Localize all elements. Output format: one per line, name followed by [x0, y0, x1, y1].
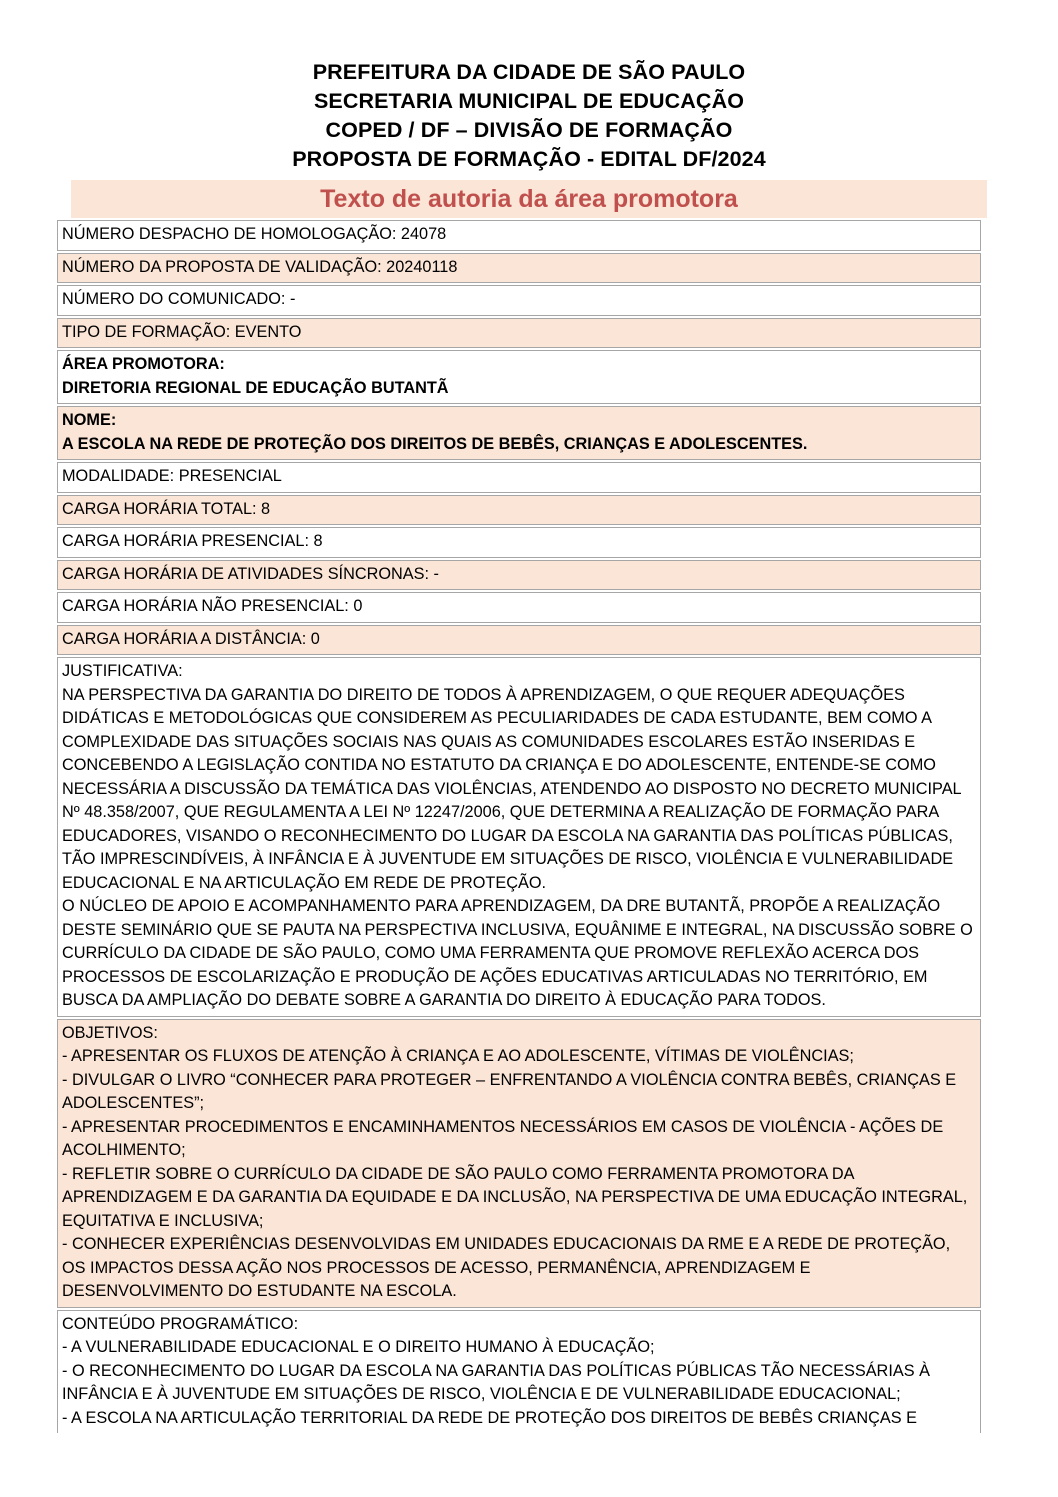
table-row [57, 220, 981, 251]
header-line-3: COPED / DF – DIVISÃO DE FORMAÇÃO [325, 118, 733, 142]
field-justificativa [57, 657, 981, 1017]
header-line-1: PREFEITURA DA CIDADE DE SÃO PAULO [312, 60, 746, 84]
field-carga-horaria-sincronas: CARGA HORÁRIA DE ATIVIDADES SÍNCRONAS: - [57, 560, 981, 591]
justificativa-paragraph: O NÚCLEO DE APOIO E ACOMPANHAMENTO PARA APRENDIZAGEM, DA DRE BUTANTÃ, PROPÕE A REALIZAÇÃO DESTE SEMINÁRIO QUE SE PAUTA NA PERSPECTIVA INCLUSIVA, EQUÂNIME E INTEGRAL, NA DISCUSSÃO SOBRE O CURRÍCULO DA CIDADE DE SÃO PAULO, COMO UMA FERRAMENTA QUE PROMOVE REFLEXÃO ACERCA DOS PROCESSOS DE ESCOLARIZAÇÃO E PRODUÇÃO DE AÇÕES EDUCATIVAS ARTICULADAS NO TERRITÓRIO, EM BUSCA DA AMPLIAÇÃO DO DEBATE SOBRE A GARANTIA DO DIREITO À EDUCAÇÃO PARA TODOS. [62, 897, 978, 1009]
table-row [57, 527, 981, 558]
field-despacho-homologacao: NÚMERO DESPACHO DE HOMOLOGAÇÃO: 24078 [57, 220, 981, 251]
header-line-2: SECRETARIA MUNICIPAL DE EDUCAÇÃO [313, 89, 745, 113]
table-row [57, 1310, 981, 1434]
objetivos-item: - REFLETIR SOBRE O CURRÍCULO DA CIDADE DE SÃO PAULO COMO FERRAMENTA PROMOTORA DA APRENDIZAGEM E DA GARANTIA DA EQUIDADE E DA INCLUSÃO, NA PERSPECTIVA DE UMA EDUCAÇÃO INTEGRAL, EQUITATIVA E INCLUSIVA; [62, 1164, 972, 1230]
field-tipo-formacao: TIPO DE FORMAÇÃO: EVENTO [57, 318, 981, 349]
table-row [57, 560, 981, 591]
field-carga-horaria-presencial: CARGA HORÁRIA PRESENCIAL: 8 [57, 527, 981, 558]
justificativa-paragraph: NA PERSPECTIVA DA GARANTIA DO DIREITO DE TODOS À APRENDIZAGEM, O QUE REQUER ADEQUAÇÕES DIDÁTICAS E METODOLÓGICAS QUE CONSIDEREM AS PECULIARIDADES DE CADA ESTUDANTE, BEM COMO A COMPLEXIDADE DAS SITUAÇÕES SOCIAIS NAS QUAIS AS COMUNIDADES ESCOLARES ESTÃO INSERIDAS E CONCEBENDO A LEGISLAÇÃO CONTIDA NO ESTATUTO DA CRIANÇA E DO ADOLESCENTE, ENTENDE-SE COMO NECESSÁRIA A DISCUSSÃO DA TEMÁTICA DAS VIOLÊNCIAS, ATENDENDO AO DISPOSTO NO DECRETO MUNICIPAL Nº 48.358/2007, QUE REGULAMENTA A LEI Nº 12247/2006, QUE DETERMINA A REALIZAÇÃO DE FORMAÇÃO PARA EDUCADORES, VISANDO O RECONHECIMENTO DO LUGAR DA ESCOLA NA GARANTIA DAS POLÍTICAS PÚBLICAS, TÃO IMPRESCINDÍVEIS, À INFÂNCIA E À JUVENTUDE EM SITUAÇÕES DE RISCO, VIOLÊNCIA E VULNERABILIDADE EDUCACIONAL E NA ARTICULAÇÃO EM REDE DE PROTEÇÃO. [62, 685, 966, 892]
table-row [57, 592, 981, 623]
objetivos-label: OBJETIVOS: [62, 1023, 158, 1042]
table-row [57, 495, 981, 526]
conteudo-item: - O RECONHECIMENTO DO LUGAR DA ESCOLA NA GARANTIA DAS POLÍTICAS PÚBLICAS TÃO NECESSÁRIAS À INFÂNCIA E À JUVENTUDE EM SITUAÇÕES DE RISCO, VIOLÊNCIA E DE VULNERABILIDADE EDUCACIONAL; [62, 1361, 935, 1403]
table-row [57, 318, 981, 349]
field-objetivos [57, 1019, 981, 1308]
proposal-table [57, 218, 981, 1435]
field-modalidade: MODALIDADE: PRESENCIAL [57, 462, 981, 493]
authorship-banner-text: Texto de autoria da área promotora [320, 185, 738, 213]
table-row [57, 285, 981, 316]
area-promotora-label: ÁREA PROMOTORA: [62, 355, 225, 373]
table-row [57, 625, 981, 656]
field-area-promotora [57, 350, 981, 404]
nome-value: A ESCOLA NA REDE DE PROTEÇÃO DOS DIREITOS DE BEBÊS, CRIANÇAS E ADOLESCENTES. [62, 434, 808, 453]
field-numero-comunicado: NÚMERO DO COMUNICADO: - [57, 285, 981, 316]
field-proposta-validacao: NÚMERO DA PROPOSTA DE VALIDAÇÃO: 20240118 [57, 253, 981, 284]
nome-label: NOME: [62, 411, 117, 429]
authorship-banner [71, 180, 987, 218]
area-promotora-value: DIRETORIA REGIONAL DE EDUCAÇÃO BUTANTÃ [62, 378, 449, 397]
table-row [57, 253, 981, 284]
field-carga-horaria-total: CARGA HORÁRIA TOTAL: 8 [57, 495, 981, 526]
field-carga-horaria-distancia: CARGA HORÁRIA A DISTÂNCIA: 0 [57, 625, 981, 656]
field-nome [57, 406, 981, 460]
field-conteudo-programatico [57, 1310, 981, 1434]
table-row [57, 406, 981, 460]
table-row [57, 1019, 981, 1308]
document-header [0, 0, 1058, 174]
objetivos-item: - APRESENTAR OS FLUXOS DE ATENÇÃO À CRIANÇA E AO ADOLESCENTE, VÍTIMAS DE VIOLÊNCIAS; [62, 1047, 854, 1065]
header-line-4: PROPOSTA DE FORMAÇÃO - EDITAL DF/2024 [292, 147, 766, 171]
table-row [57, 350, 981, 404]
table-row [57, 657, 981, 1017]
table-row [57, 462, 981, 493]
objetivos-item: - APRESENTAR PROCEDIMENTOS E ENCAMINHAMENTOS NECESSÁRIOS EM CASOS DE VIOLÊNCIA - AÇÕES DE ACOLHIMENTO; [62, 1117, 947, 1159]
field-carga-horaria-nao-presencial: CARGA HORÁRIA NÃO PRESENCIAL: 0 [57, 592, 981, 623]
objetivos-item: - DIVULGAR O LIVRO “CONHECER PARA PROTEGER – ENFRENTANDO A VIOLÊNCIA CONTRA BEBÊS, CRIANÇAS E ADOLESCENTES”; [62, 1070, 960, 1112]
conteudo-item: - A VULNERABILIDADE EDUCACIONAL E O DIREITO HUMANO À EDUCAÇÃO; [62, 1338, 655, 1356]
conteudo-item: - A ESCOLA NA ARTICULAÇÃO TERRITORIAL DA REDE DE PROTEÇÃO DOS DIREITOS DE BEBÊS CRIANÇAS E [62, 1408, 917, 1427]
conteudo-label: CONTEÚDO PROGRAMÁTICO: [62, 1314, 299, 1333]
justificativa-label: JUSTIFICATIVA: [62, 662, 183, 680]
objetivos-item: - CONHECER EXPERIÊNCIAS DESENVOLVIDAS EM UNIDADES EDUCACIONAIS DA RME E A REDE DE PROTEÇÃO, OS IMPACTOS DESSA AÇÃO NOS PROCESSOS DE ACESSO, PERMANÊNCIA, APRENDIZAGEM E DESENVOLVIMENTO DO ESTUDANTE NA ESCOLA. [62, 1235, 955, 1300]
